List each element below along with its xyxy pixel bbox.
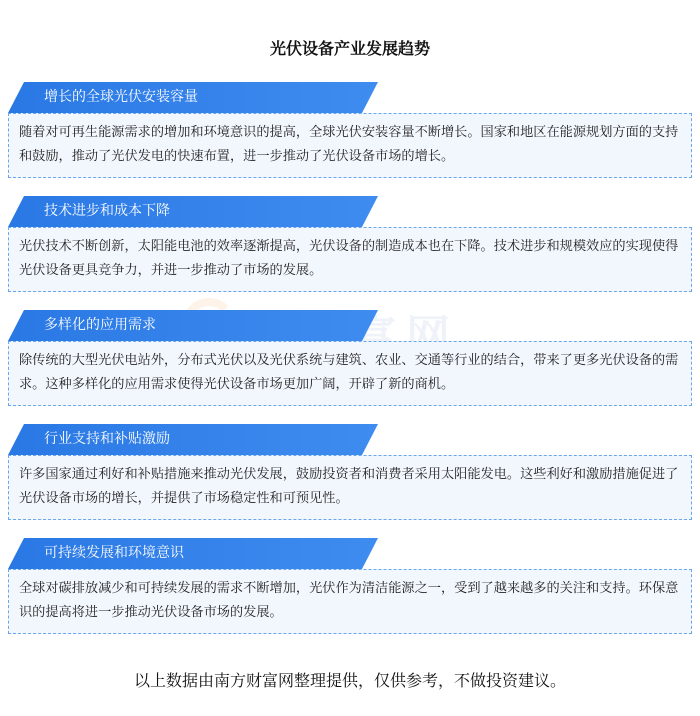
section-text: 随着对可再生能源需求的增加和环境意识的提高，全球光伏安装容量不断增长。国家和地区在能源规划方面的支持和鼓励，推动了光伏发电的快速布置，进一步推动了光伏设备市场的增长。 bbox=[8, 113, 692, 178]
section-text: 除传统的大型光伏电站外，分布式光伏以及光伏系统与建筑、农业、交通等行业的结合，带来了更多光伏设备的需求。这种多样化的应用需求使得光伏设备市场更加广阔，开辟了新的商机。 bbox=[8, 341, 692, 406]
section-heading: 技术进步和成本下降 bbox=[44, 203, 170, 219]
page-title: 光伏设备产业发展趋势 bbox=[269, 39, 430, 58]
section-text: 光伏技术不断创新，太阳能电池的效率逐渐提高，光伏设备的制造成本也在下降。技术进步和规模效应的实现使得光伏设备更具竞争力，并进一步推动了市场的发展。 bbox=[8, 227, 692, 292]
section-text: 全球对碳排放减少和可持续发展的需求不断增加，光伏作为清洁能源之一，受到了越来越多的关注和支持。环保意识的提高将进一步推动光伏设备市场的发展。 bbox=[8, 569, 692, 634]
section-heading: 多样化的应用需求 bbox=[44, 317, 156, 333]
footer-disclaimer: 以上数据由南方财富网整理提供，仅供参考，不做投资建议。 bbox=[133, 671, 566, 690]
section-text: 许多国家通过利好和补贴措施来推动光伏发展，鼓励投资者和消费者采用太阳能发电。这些利好和激励措施促进了光伏设备市场的增长，并提供了市场稳定性和可预见性。 bbox=[8, 455, 692, 520]
section-heading: 可持续发展和环境意识 bbox=[44, 545, 184, 561]
section-heading: 增长的全球光伏安装容量 bbox=[44, 89, 198, 105]
section-heading: 行业支持和补贴激励 bbox=[44, 431, 170, 447]
